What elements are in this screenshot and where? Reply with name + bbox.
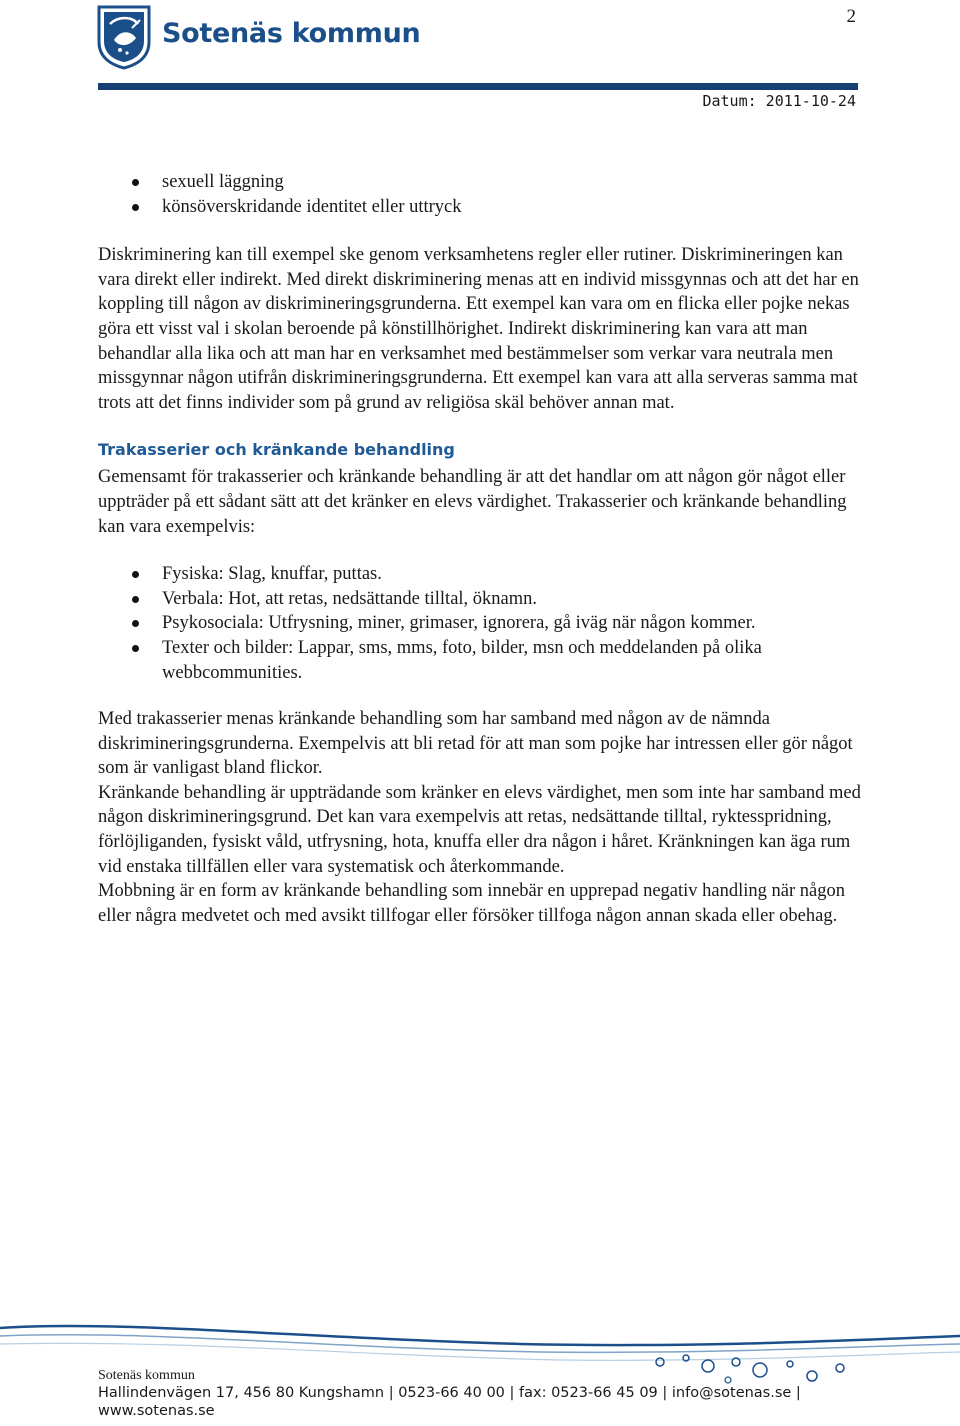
logo (96, 4, 426, 70)
org-logo-text: Sotenäs kommun (162, 18, 421, 49)
list-item: könsöverskridande identitet eller uttryck (98, 195, 868, 220)
sotenas-shield-logo-icon (96, 4, 152, 70)
grounds-list (98, 170, 868, 219)
footer-contact: Hallindenvägen 17, 456 80 Kungshamn | 0523-66 40 00 | fax: 0523-66 45 09 | info@sotenas.se | (98, 1385, 801, 1401)
footer-website-link[interactable]: www.sotenas.se (98, 1403, 215, 1419)
list-item: Fysiska: Slag, knuffar, puttas. (98, 562, 868, 587)
paragraph: Med trakasserier menas kränkande behandling som har samband med någon av de nämnda diskrimineringsgrunderna. Exempelvis att bli retad för att man som pojke har intressen eller gör något som är vanligast bland flickor. (98, 709, 853, 779)
list-item: Texter och bilder: Lappar, sms, mms, foto, bilder, msn och meddelanden på olika webbcommunities. (98, 636, 868, 685)
paragraph: Diskriminering kan till exempel ske genom verksamhetens regler eller rutiner. Diskrimineringen kan vara direkt eller indirekt. Med direkt diskriminering menas att en individ missgynnas och att det har en koppling till någon av diskrimineringsgrunderna. Ett exempel kan vara om en flicka eller pojke nekas göra ett visst val i skolan beroende på könstillhörighet. Indirekt diskriminering kan vara att man behandlar alla lika och att man har en verksamhet med bestämmelser som verkar vara neutrala men missgynnar någon utifrån diskrimineringsgrunderna. Ett exempel kan vara att alla serveras samma mat trots att det finns individer som på grund av religiösa skäl behöver annan mat. (98, 245, 859, 413)
footer-org-name: Sotenäs kommun (98, 1368, 195, 1383)
page-number: 2 (846, 6, 856, 27)
document-body (98, 170, 868, 928)
list-item: Psykosociala: Utfrysning, miner, grimaser, ignorera, gå iväg när någon kommer. (98, 611, 868, 636)
section-heading: Trakasserier och kränkande behandling (98, 440, 455, 460)
paragraph: Gemensamt för trakasserier och kränkande behandling är att det handlar om att någon gör något eller uppträder på ett sådant sätt att det kränker en elevs värdighet. Trakasserier och kränkande behandling kan vara exempelvis: (98, 467, 847, 537)
header-rule (98, 83, 858, 90)
paragraph: Kränkande behandling är uppträdande som kränker en elevs värdighet, men som inte har samband med någon diskrimineringsgrund. Det kan vara exempelvis att retas, nedsättande tilltal, ryktesspridning, förlöjliganden, fysiskt våld, utfrysning, hota, knuffa eller dra någon i håret. Kränkningen kan äga rum vid enstaka tillfällen eller vara systematisk och återkommande. (98, 782, 861, 877)
list-item: sexuell läggning (98, 170, 868, 195)
paragraph: Mobbning är en form av kränkande behandling som innebär en upprepad negativ handling när någon eller några medvetet och med avsikt tillfogar eller försöker tillfoga någon annan skada eller obehag. (98, 881, 845, 926)
harassment-types-list (98, 562, 868, 685)
document-date: Datum: 2011-10-24 (702, 92, 856, 110)
list-item: Verbala: Hot, att retas, nedsättande tilltal, öknamn. (98, 587, 868, 612)
